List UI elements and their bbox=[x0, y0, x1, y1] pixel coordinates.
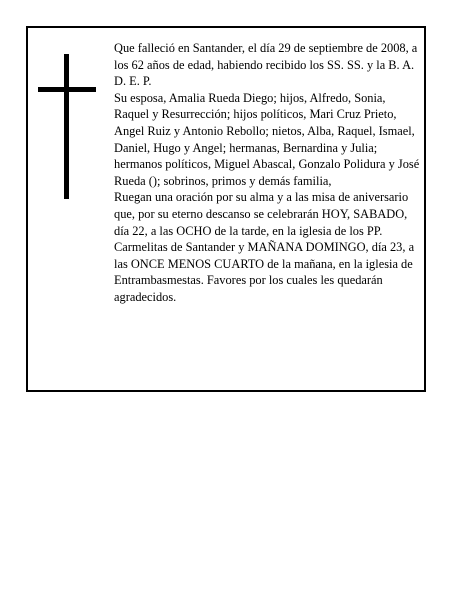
mass-details: Ruegan una oración por su alma y a las misa de aniversario que, por su eterno descanso se celebrarán HOY, SABADO, día 22, a las OCHO de la tarde, en la iglesia de los PP. Carmelitas de Santander y MAÑANA DOMINGO, día 23, a las ONCE MENOS CUARTO de la mañana, en la iglesia de Entrambasmestas. Favores por los cuales les quedarán agradecidos. bbox=[114, 190, 415, 304]
cross-vertical-bar bbox=[64, 54, 69, 199]
rest-in-peace: D. E. P. bbox=[114, 74, 152, 89]
death-announcement: Que falleció en Santander, el día 29 de septiembre de 2008, a los 62 años de edad, habiendo recibido los SS. SS. y la B. A. bbox=[114, 41, 418, 72]
cross-horizontal-bar bbox=[38, 87, 96, 92]
notice-text bbox=[114, 40, 422, 306]
latin-cross-icon bbox=[38, 54, 98, 199]
obituary-notice bbox=[26, 26, 426, 392]
family-list: Su esposa, Amalia Rueda Diego; hijos, Alfredo, Sonia, Raquel y Resurrección; hijos políticos, Mari Cruz Prieto, Angel Ruiz y Antonio Rebollo; nietos, Alba, Raquel, Ismael, Daniel, Hugo y Angel; hermanas, Bernardina y Julia; hermanos políticos, Miguel Abascal, Gonzalo Polidura y José Rueda (); sobrinos, primos y demás familia, bbox=[114, 90, 420, 188]
